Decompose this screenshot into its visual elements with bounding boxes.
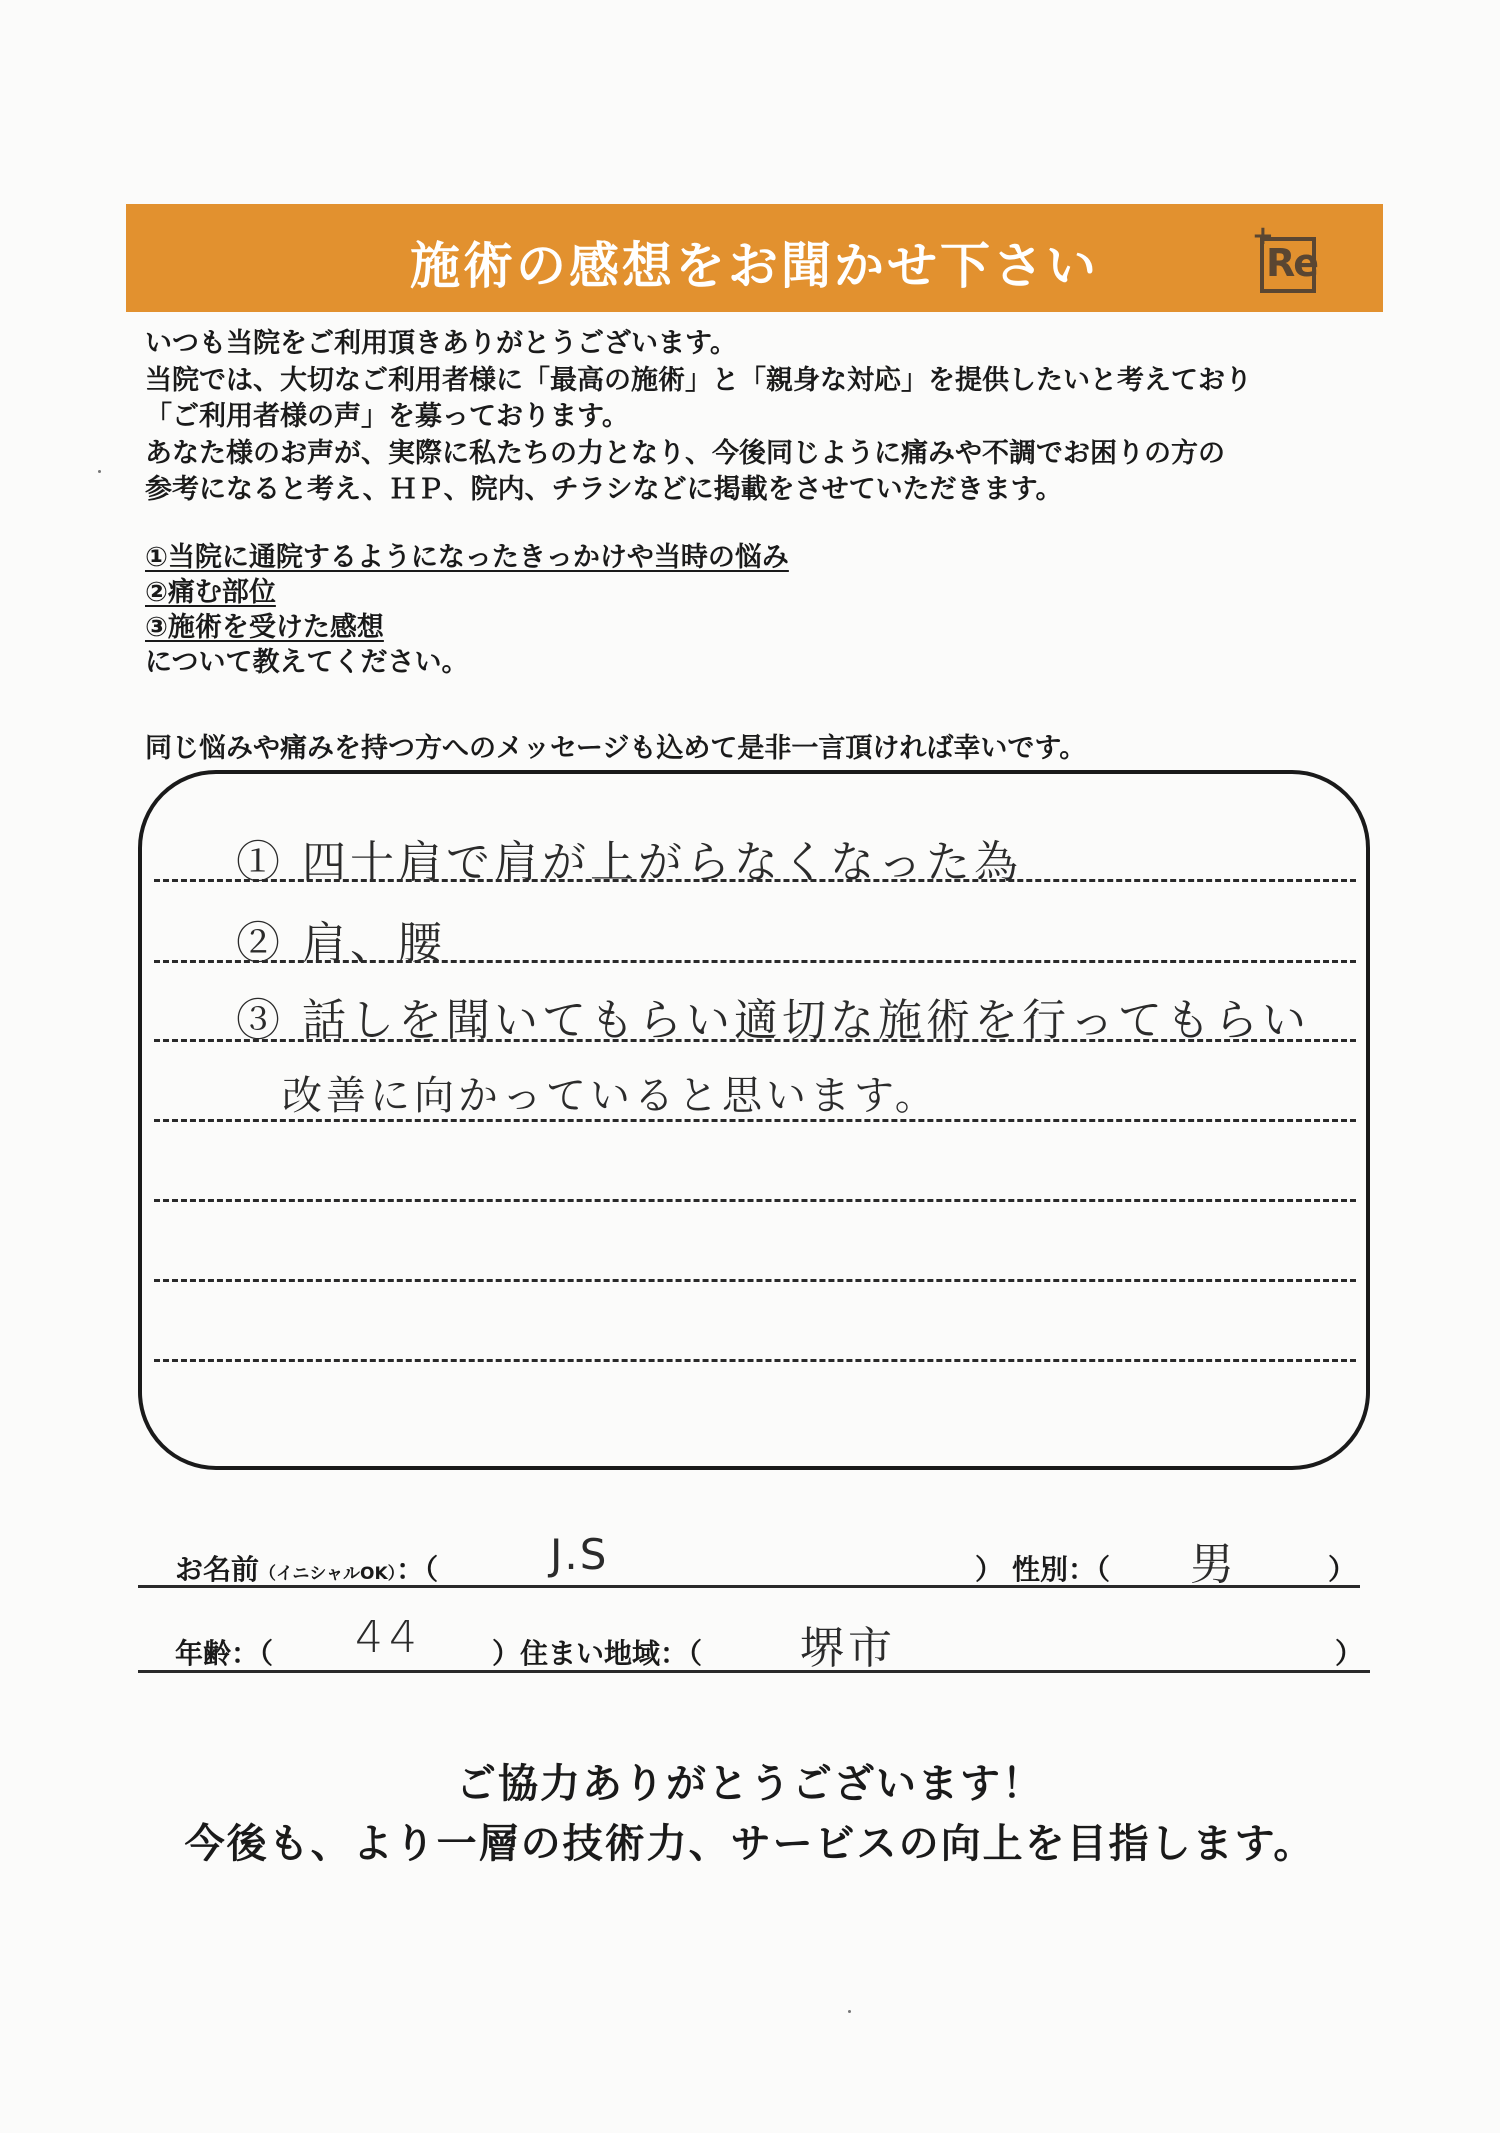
answer-box[interactable] [138, 770, 1370, 1470]
intro-text [145, 326, 1385, 509]
dashed-rule [154, 1359, 1356, 1362]
dashed-rule [154, 1199, 1356, 1202]
gender-label: 性別：（ [1012, 1553, 1111, 1586]
logo-plus-icon: + [1252, 221, 1274, 251]
logo-text: Re [1266, 241, 1318, 285]
question-2: ②痛む部位 [145, 577, 276, 608]
intro-line: いつも当院をご利用頂きありがとうございます。 [145, 328, 737, 359]
name-label: お名前 [175, 1553, 260, 1586]
intro-line: 当院では、大切なご利用者様に「最高の施術」と「親身な対応」を提供したいと考えており [145, 364, 1252, 396]
name-underline [138, 1585, 1360, 1588]
answer-line-4: 改善に向かっていると思います。 [282, 1073, 939, 1119]
answer-line-1: ① 四十肩で肩が上がらなくなった為 [236, 837, 1022, 888]
intro-line: 参考になると考え、ＨＰ、院内、チラシなどに掲載をさせていただきます。 [145, 474, 1063, 505]
name-value[interactable]: J.S [550, 1530, 609, 1579]
page-title: 施術の感想をお聞かせ下さい [410, 237, 1099, 295]
age-value[interactable]: 44 [355, 1612, 423, 1663]
dashed-rule [154, 1279, 1356, 1282]
name-close: ） [975, 1553, 1004, 1586]
name-open: ：（ [396, 1553, 439, 1586]
question-1: ①当院に通院するようになったきっかけや当時の悩み [145, 542, 789, 573]
question-tail: について教えてください。 [145, 647, 469, 678]
question-list [145, 540, 789, 680]
speck [848, 2010, 851, 2013]
intro-line: 「ご利用者様の声」を募っております。 [145, 401, 629, 432]
age-underline [138, 1670, 1370, 1673]
closing-thanks: ご協力ありがとうございます！ [456, 1761, 1044, 1807]
gender-value[interactable]: 男 [1190, 1539, 1238, 1590]
answer-line-3: ③ 話しを聞いてもらい適切な施術を行ってもらい [236, 995, 1310, 1046]
message-request: 同じ悩みや痛みを持つ方へのメッセージも込めて是非一言頂ければ幸いです。 [145, 733, 1087, 764]
closing-message: 今後も、より一層の技術力、サービスの向上を目指します。 [184, 1821, 1316, 1867]
name-row [175, 1548, 438, 1588]
header-banner [126, 204, 1383, 312]
question-3: ③施術を受けた感想 [145, 612, 384, 643]
area-value[interactable]: 堺市 [800, 1623, 896, 1674]
gender-close: ） [1328, 1553, 1357, 1586]
area-label: ）住まい地域：（ [492, 1637, 703, 1670]
re-logo [1248, 221, 1334, 299]
area-close: ） [1335, 1637, 1364, 1670]
answer-line-2: ② 肩、腰 [236, 918, 446, 969]
age-label: 年齢：（ [175, 1637, 274, 1670]
intro-line: あなた様のお声が、実際に私たちの力となり、今後同じように痛みや不調でお困りの方の [145, 437, 1225, 469]
name-note: （イニシャルOK） [259, 1564, 397, 1584]
speck [98, 470, 101, 473]
